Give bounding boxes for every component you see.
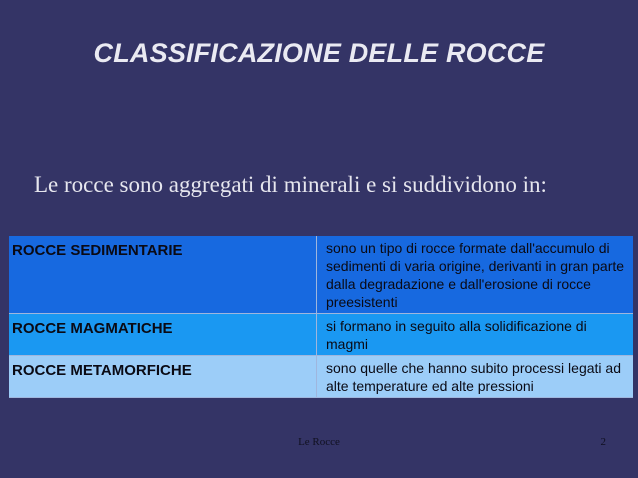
rock-type-name: ROCCE METAMORFICHE	[9, 356, 317, 398]
rock-type-description: sono un tipo di rocce formate dall'accumulo di sedimenti di varia origine, derivanti in gran parte dalla degradazione e dall'erosione di rocce preesistenti	[317, 236, 634, 314]
rock-type-description: si formano in seguito alla solidificazione di magmi	[317, 314, 634, 356]
rock-type-name: ROCCE SEDIMENTARIE	[9, 236, 317, 314]
rock-type-description: sono quelle che hanno subito processi legati ad alte temperature ed alte pressioni	[317, 356, 634, 398]
slide-title: CLASSIFICAZIONE DELLE ROCCE	[93, 38, 545, 68]
intro-text: Le rocce sono aggregati di minerali e si suddividono in:	[34, 172, 547, 197]
rock-classification-table	[9, 236, 633, 398]
footer-label: Le Rocce	[298, 436, 340, 448]
page-number: 2	[600, 436, 606, 448]
rock-type-name: ROCCE MAGMATICHE	[9, 314, 317, 356]
table-row	[9, 236, 633, 314]
table-row	[9, 356, 633, 398]
table-row	[9, 314, 633, 356]
